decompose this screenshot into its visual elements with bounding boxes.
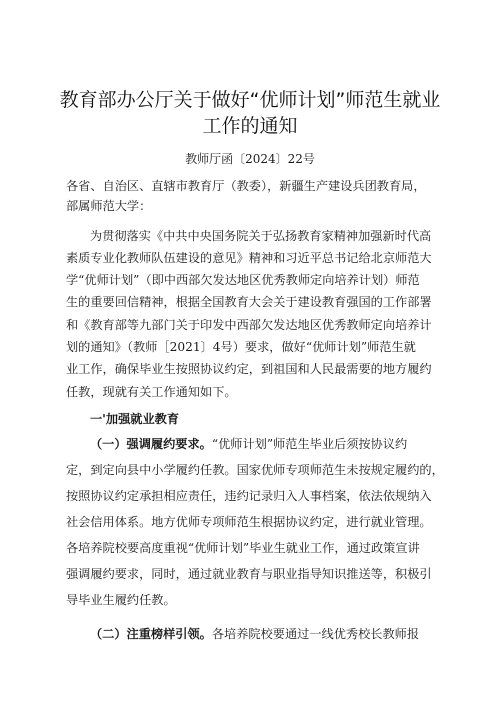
item-2-first-line: [90, 626, 419, 642]
item-1-line: 按照协议约定承担相应责任，违约记录归入人事档案，依法依规纳入: [66, 489, 432, 503]
item-1-line: 各培养院校要高度重视“优师计划”毕业生就业工作，通过政策宣讲: [66, 541, 420, 555]
intro-line: 划的通知》（教师［2021〕4号）要求，做好“优师计划”师范生就: [66, 340, 416, 354]
title-line-2: 工作的通知: [202, 115, 298, 137]
recipients-line-2: 部属师范大学：: [66, 199, 152, 213]
recipients-line-1: 各省、自治区、直辖市教育厅（教委），新疆生产建设兵团教育局，: [66, 179, 426, 193]
item-2-heading: （二）注重榜样引领。: [90, 627, 212, 641]
item-1-line: 定，到定向县中小学履约任教。国家优师专项师范生未按规定履约的，: [66, 463, 444, 477]
intro-line: 和《教育部等九部门关于印发中西部欠发达地区优秀教师定向培养计: [66, 318, 432, 332]
intro-line: 生的重要回信精神，根据全国教育大会关于建设教育强国的工作部署: [66, 295, 432, 309]
intro-line: 学“优师计划”（即中西部欠发达地区优秀教师定向培养计划）师范: [66, 273, 420, 287]
item-1-first-line: [90, 436, 407, 452]
item-1-line: 社会信用体系。地方优师专项师范生根据协议约定，进行就业管理。: [66, 515, 432, 529]
item-1-line: 强调履约要求，同时，通过就业教育与职业指导知识推送等，积极引: [66, 567, 432, 581]
section-heading: 一'加强就业教育: [90, 412, 180, 426]
intro-line: 为贯彻落实《中共中央国务院关于弘扬教育家精神加强新时代高: [90, 229, 432, 243]
intro-line: 素质专业化教师队伍建设的意见》精神和习近平总书记给北京师范大: [66, 251, 432, 265]
intro-line: 业工作，确保毕业生按照协议约定，到祖国和人民最需要的地方履约: [66, 362, 432, 376]
intro-line: 任教，现就有关工作通知如下。: [66, 385, 237, 399]
title-line-1: 教育部办公厅关于做好“优师计划”师范生就业: [59, 89, 441, 111]
item-1-heading: （一）强调履约要求。: [90, 437, 212, 451]
item-1-line: 导毕业生履约任教。: [66, 593, 176, 607]
document-number: 教师厅函〔2024〕22号: [185, 152, 315, 166]
item-1-first-line-text: “优师计划”师范生毕业后须按协议约: [211, 437, 408, 451]
item-2-first-line-text: 各培养院校要通过一线优秀校长教师报: [211, 627, 420, 641]
